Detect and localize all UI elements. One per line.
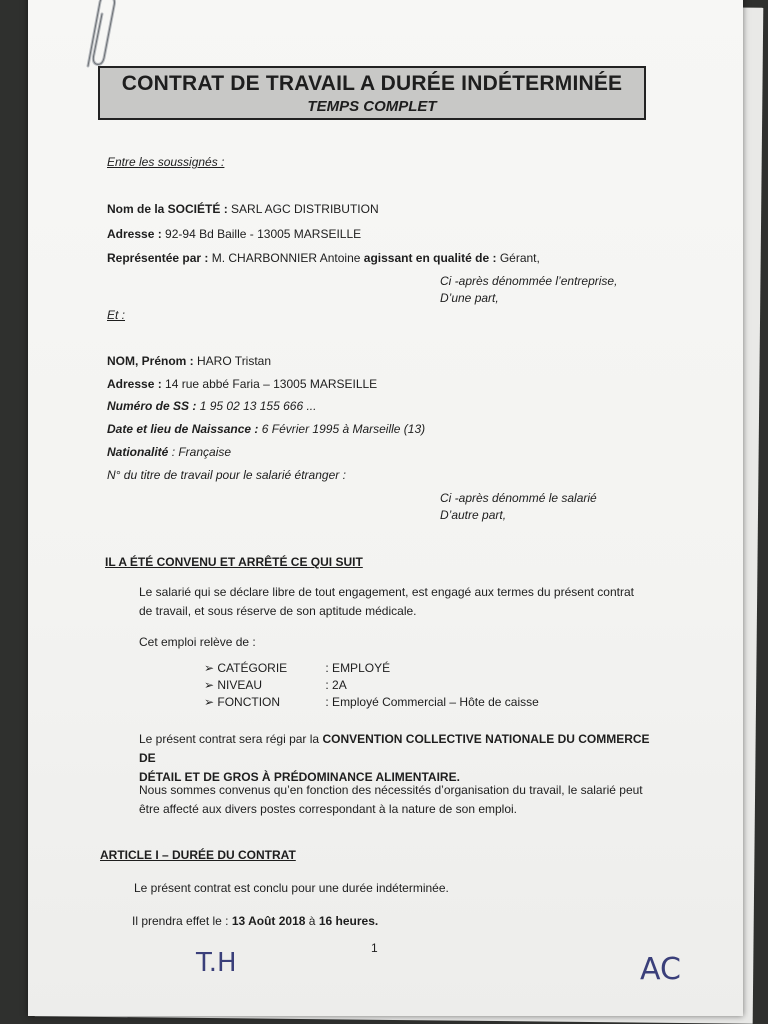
employer-address-value: 92-94 Bd Baille - 13005 MARSEILLE: [165, 227, 362, 241]
employer-quality-value: Gérant,: [499, 251, 540, 265]
employee-name-label: NOM, Prénom :: [107, 354, 194, 368]
classification-label: NIVEAU: [217, 678, 263, 692]
page-number: 1: [371, 941, 378, 955]
employer-rep-row: [107, 251, 540, 265]
article-1-text: Le présent contrat est conclu pour une durée indéterminée.: [134, 881, 449, 895]
effect-prefix: Il prendra effet le :: [132, 914, 229, 928]
employee-ss-row: [107, 399, 316, 413]
arrow-bullet-icon: ➢: [204, 661, 218, 675]
employee-nationality-value: : Française: [171, 445, 232, 459]
effect-date: 13 Août 2018: [231, 914, 306, 928]
employee-name-row: [107, 354, 271, 368]
arrow-bullet-icon: ➢: [204, 678, 218, 692]
document-title: CONTRAT DE TRAVAIL A DURÉE INDÉTERMINÉE: [121, 72, 623, 95]
article-1-effect: [132, 914, 378, 928]
classification-value: : EMPLOYÉ: [325, 661, 391, 675]
agreement-heading: IL A ÉTÉ CONVENU ET ARRÊTÉ CE QUI SUIT: [105, 555, 363, 569]
employee-ss-label: Numéro de SS :: [107, 399, 197, 413]
classification-row: [204, 678, 347, 692]
convention-paragraph: [139, 730, 669, 787]
employee-permit-label: N° du titre de travail pour le salarié étranger :: [107, 468, 346, 482]
classification-row: [204, 661, 390, 675]
employee-nationality-row: [107, 445, 231, 459]
effect-time: 16 heures.: [318, 914, 379, 928]
classification-label: CATÉGORIE: [217, 661, 288, 675]
convention-prefix: Le présent contrat sera régi par la: [139, 732, 320, 746]
employer-address-row: [107, 227, 361, 241]
employer-name-label: Nom de la SOCIÉTÉ :: [107, 202, 228, 216]
convention-name-1: CONVENTION COLLECTIVE NATIONALE DU COMMERCE DE: [139, 732, 650, 765]
employee-address-value: 14 rue abbé Faria – 13005 MARSEILLE: [165, 377, 378, 391]
employer-designation: Ci -après dénommée l’entreprise,: [440, 274, 618, 288]
effect-mid: à: [308, 914, 316, 928]
assignment-paragraph: [139, 781, 679, 819]
employee-birth-label: Date et lieu de Naissance :: [107, 422, 259, 436]
assignment-line-2: être affecté aux divers postes correspondant à la nature de son emploi.: [139, 802, 518, 816]
article-1-heading: ARTICLE I – DURÉE DU CONTRAT: [100, 848, 296, 862]
employment-intro: Cet emploi relève de :: [139, 635, 256, 649]
classification-value: : Employé Commercial – Hôte de caisse: [325, 695, 539, 709]
classification-value: : 2A: [325, 678, 347, 692]
classification-row: [204, 695, 539, 709]
document-subtitle: TEMPS COMPLET: [307, 98, 437, 115]
employee-party: D’autre part,: [440, 508, 507, 522]
employer-rep-label: Représentée par :: [107, 251, 209, 265]
handwritten-initials-right: AC: [640, 952, 681, 987]
paperclip-icon: [66, 0, 126, 76]
assignment-line-1: Nous sommes convenus qu’en fonction des nécessités d’organisation du travail, le salarié peut: [139, 783, 643, 797]
employer-address-label: Adresse :: [107, 227, 162, 241]
employee-name-value: HARO Tristan: [197, 354, 272, 368]
title-box: [98, 66, 646, 120]
and-label: Et :: [107, 308, 126, 322]
agreement-line-1: Le salarié qui se déclare libre de tout engagement, est engagé aux termes du présent contrat: [139, 585, 634, 599]
employee-birth-row: [107, 422, 425, 436]
employee-address-label: Adresse :: [107, 377, 162, 391]
employee-birth-value: 6 Février 1995 à Marseille (13): [261, 422, 426, 436]
arrow-bullet-icon: ➢: [204, 695, 218, 709]
employee-address-row: [107, 377, 377, 391]
employee-designation: Ci -après dénommé le salarié: [440, 491, 597, 505]
agreement-paragraph: [139, 583, 659, 621]
employee-nationality-label: Nationalité: [107, 445, 169, 459]
convention-name-2: DÉTAIL ET DE GROS À PRÉDOMINANCE ALIMENTAIRE.: [139, 770, 460, 784]
employer-name-row: [107, 202, 379, 216]
parties-intro: Entre les soussignés :: [107, 155, 225, 169]
convention-line-1: [139, 730, 669, 768]
employer-party: D’une part,: [440, 291, 499, 305]
employee-ss-value: 1 95 02 13 155 666 ...: [199, 399, 317, 413]
classification-label: FONCTION: [217, 695, 281, 709]
contract-page: [28, 0, 743, 1016]
handwritten-initials-left: T.H: [196, 948, 237, 978]
employer-rep-value: M. CHARBONNIER Antoine: [211, 251, 361, 265]
employer-name-value: SARL AGC DISTRIBUTION: [231, 202, 379, 216]
employer-quality-label: agissant en qualité de :: [363, 251, 497, 265]
agreement-line-2: de travail, et sous réserve de son aptitude médicale.: [139, 604, 417, 618]
